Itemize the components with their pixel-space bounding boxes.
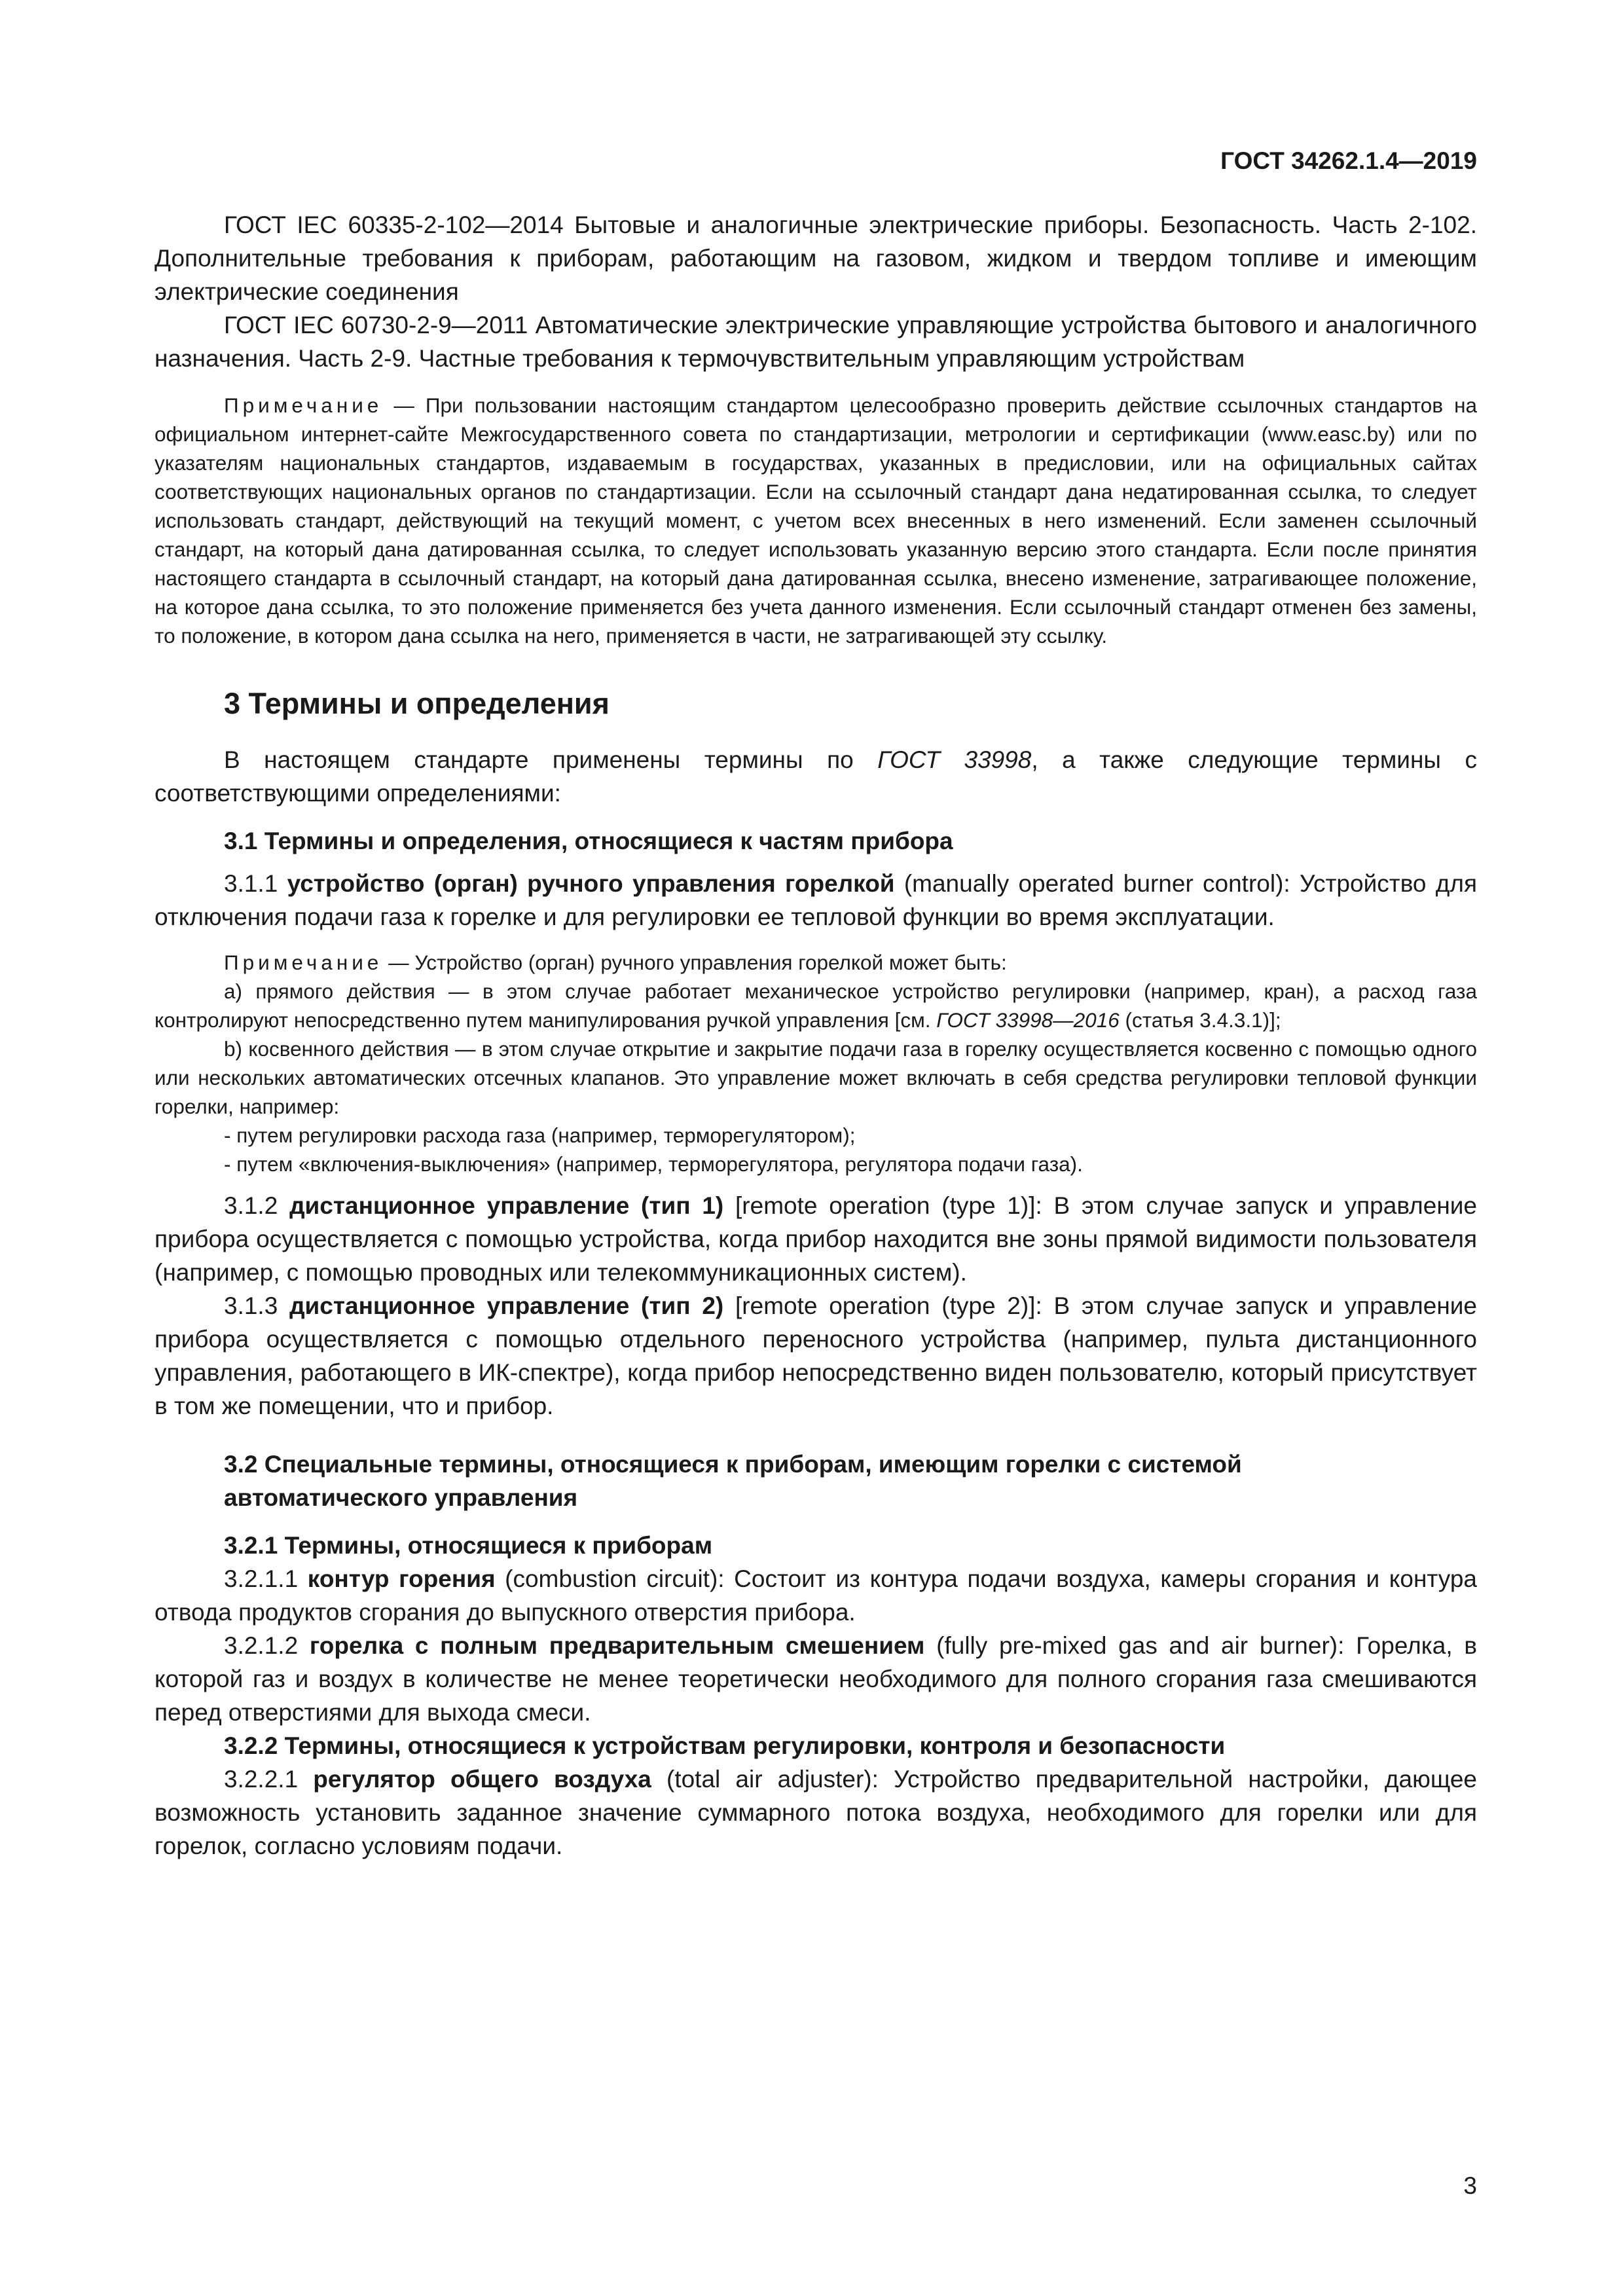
- term-3-1-3: [155, 1289, 1477, 1423]
- note-2-a-ref: ГОСТ 33998—2016: [936, 1008, 1120, 1032]
- term-number: 3.1.3: [224, 1292, 290, 1319]
- term-number: 3.2.2.1: [224, 1766, 314, 1793]
- section-3-intro: [155, 743, 1477, 810]
- term-definition: (combustion circuit): Состоит из контура подачи воздуха, камеры сгорания и контура отвода продуктов сгорания до выпускного отверстия прибора.: [155, 1565, 1477, 1626]
- subsection-3-2-2-title: 3.2.2 Термины, относящиеся к устройствам регулировки, контроля и безопасности: [224, 1732, 1226, 1759]
- document-header: ГОСТ 34262.1.4—2019: [1220, 147, 1477, 174]
- note-1: [155, 391, 1477, 650]
- page-number: 3: [1463, 2172, 1477, 2199]
- term-name: дистанционное управление (тип 2): [289, 1292, 724, 1319]
- intro-ref-link: ГОСТ 33998: [877, 746, 1032, 773]
- term-3-2-1-1: [155, 1562, 1477, 1629]
- page-body: [155, 208, 1477, 1863]
- note-2-dash-2: - путем «включения-выключения» (например, терморегулятора, регулятора подачи газа).: [224, 1152, 1083, 1176]
- note-2-text: — Устройство (орган) ручного управления горелкой может быть:: [382, 951, 1007, 974]
- reference-2: ГОСТ IEC 60730-2-9—2011 Автоматические электрические управляющие устройства бытового и аналогичного назначения. Часть 2-9. Частные требования к термочувствительным управляющим устройствам: [155, 312, 1477, 372]
- term-name: устройство (орган) ручного управления горелкой: [287, 870, 895, 897]
- term-number: 3.2.1.2: [224, 1632, 310, 1659]
- section-3-title: 3 Термины и определения: [224, 687, 610, 720]
- note-1-label: Примечание: [224, 393, 383, 417]
- term-3-1-1: [155, 867, 1477, 934]
- reference-1: ГОСТ IEC 60335-2-102—2014 Бытовые и аналогичные электрические приборы. Безопасность. Часть 2-102. Дополнительные требования к приборам, работающим на газовом, жидком и твердом топливе и имеющим электрические соединения: [155, 211, 1477, 305]
- term-3-2-2-1: [155, 1762, 1477, 1863]
- note-2-a-text: a) прямого действия — в этом случае работает механическое устройство регулировки (например, кран), а расход газа контролируют непосредственно путем манипулирования ручкой управления [см.: [155, 979, 1477, 1032]
- note-2-dash-1: - путем регулировки расхода газа (например, терморегулятором);: [224, 1123, 856, 1147]
- note-2-item-a: [155, 977, 1477, 1034]
- note-2-label: Примечание: [224, 951, 383, 974]
- term-name: дистанционное управление (тип 1): [289, 1192, 724, 1219]
- term-definition: (total air adjuster): Устройство предварительной настройки, дающее возможность установить заданное значение суммарного потока воздуха, необходимого для горелки или для горелок, согласно условиям подачи.: [155, 1766, 1477, 1859]
- term-definition: [remote operation (type 2)]: В этом случае запуск и управление прибора осуществляется с помощью отдельного переносного устройства (например, пульта дистанционного управления, работающего в ИК-спектре), когда прибор непосредственно виден пользователю, который присутствует в том же помещении, что и прибор.: [155, 1292, 1477, 1419]
- term-number: 3.1.1: [224, 870, 287, 897]
- subsection-3-2-title-line-1: 3.2 Специальные термины, относящиеся к приборам, имеющим горелки с системой: [224, 1451, 1242, 1478]
- term-number: 3.1.2: [224, 1192, 290, 1219]
- term-definition: [remote operation (type 1)]: В этом случае запуск и управление прибора осуществляется с помощью устройства, когда прибор находится вне зоны прямой видимости пользователя (например, с помощью проводных или телекоммуникационных систем).: [155, 1192, 1477, 1286]
- intro-text-a: В настоящем стандарте применены термины по: [224, 746, 878, 773]
- term-number: 3.2.1.1: [224, 1565, 308, 1592]
- term-definition: (manually operated burner control): Устройство для отключения подачи газа к горелке и для регулировки ее тепловой функции во время эксплуатации.: [155, 870, 1477, 930]
- intro-text-b: , а также следующие термины с соответствующими определениями:: [155, 746, 1477, 807]
- term-name: контур горения: [307, 1565, 496, 1592]
- term-definition: (fully pre-mixed gas and air burner): Горелка, в которой газ и воздух в количестве не менее теоретически необходимого для полного сгорания газа смешиваются перед отверстиями для выхода смеси.: [155, 1632, 1477, 1726]
- note-2-item-b: b) косвенного действия — в этом случае открытие и закрытие подачи газа в горелку осуществляется косвенно с помощью одного или нескольких автоматических отсечных клапанов. Это управление может включать в себя средства регулировки тепловой функции горелки, например:: [155, 1037, 1477, 1118]
- subsection-3-2-title-line-2: автоматического управления: [224, 1484, 578, 1511]
- subsection-3-1-title: 3.1 Термины и определения, относящиеся к частям прибора: [224, 828, 953, 854]
- note-2: [155, 948, 1477, 977]
- term-name: регулятор общего воздуха: [313, 1766, 651, 1793]
- term-3-1-2: [155, 1189, 1477, 1289]
- term-name: горелка с полным предварительным смешением: [309, 1632, 925, 1659]
- note-1-text: — При пользовании настоящим стандартом целесообразно проверить действие ссылочных стандартов на официальном интернет-сайте Межгосударственного совета по стандартизации, метрологии и сертификации (www.easc.by) или по указателям национальных стандартов, издаваемым в государствах, указанных в предисловии, или на официальных сайтах соответствующих национальных органов по стандартизации. Если на ссылочный стандарт дана недатированная ссылка, то следует использовать стандарт, действующий на текущий момент, с учетом всех внесенных в него изменений. Если заменен ссылочный стандарт, на который дана датированная ссылка, то следует использовать указанную версию этого стандарта. Если после принятия настоящего стандарта в ссылочный стандарт, на который дана датированная ссылка, внесено изменение, затрагивающее положение, на которое дана ссылка, то это положение применяется без учета данного изменения. Если ссылочный стандарт отменен без замены, то положение, в котором дана ссылка на него, применяется в части, не затрагивающей эту ссылку.: [155, 393, 1477, 647]
- subsection-3-2-1-title: 3.2.1 Термины, относящиеся к приборам: [224, 1532, 713, 1559]
- term-3-2-1-2: [155, 1629, 1477, 1729]
- subsection-3-2-title: [155, 1448, 1477, 1514]
- note-2-a-tail: (статья 3.4.3.1)];: [1119, 1008, 1281, 1032]
